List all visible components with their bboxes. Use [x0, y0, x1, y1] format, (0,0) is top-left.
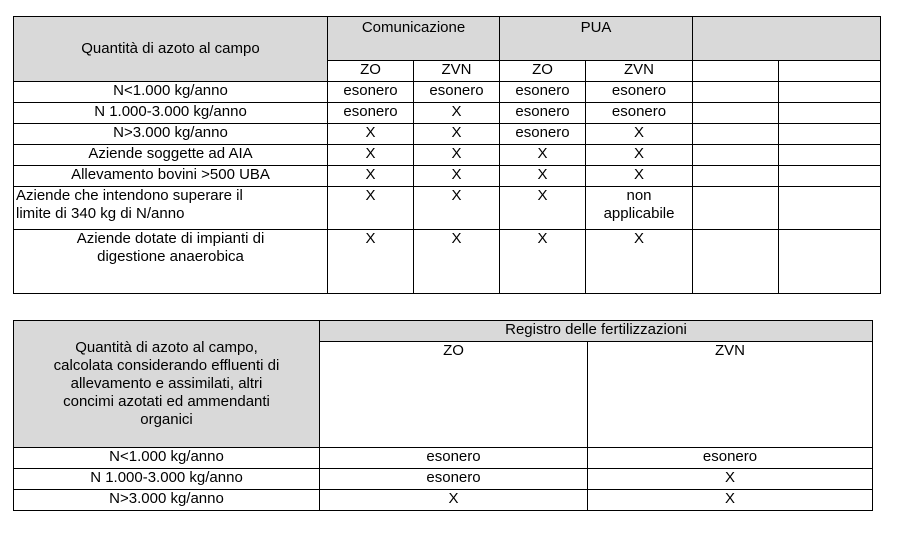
table-cell: X	[414, 124, 500, 145]
row-label-header	[14, 321, 320, 448]
table-cell: esonero	[328, 82, 414, 103]
table-cell: X	[586, 230, 693, 294]
table-cell: X	[414, 230, 500, 294]
table-row	[14, 166, 881, 187]
table-cell: X	[588, 469, 873, 490]
row-label: Aziende soggette ad AIA	[14, 145, 328, 166]
empty-header	[693, 17, 881, 61]
row-label: N<1.000 kg/anno	[14, 448, 320, 469]
sub-header-zvn: ZVN	[414, 61, 500, 82]
row-label	[14, 187, 328, 230]
table-row	[14, 103, 881, 124]
table-cell: X	[500, 145, 586, 166]
table-row	[14, 469, 873, 490]
sub-header-zo: ZO	[500, 61, 586, 82]
sub-header-zo: ZO	[328, 61, 414, 82]
sub-header-zvn: ZVN	[586, 61, 693, 82]
table-cell: esonero	[588, 448, 873, 469]
row-label: N 1.000-3.000 kg/anno	[14, 103, 328, 124]
row-label-header: Quantità di azoto al campo	[14, 17, 328, 82]
table-cell: X	[414, 187, 500, 230]
empty-cell	[779, 61, 881, 82]
row-label	[14, 230, 328, 294]
table-row	[14, 187, 881, 230]
table-cell: esonero	[500, 124, 586, 145]
empty-cell	[779, 103, 881, 124]
table-cell: esonero	[586, 103, 693, 124]
pua-header: PUA	[500, 17, 693, 61]
table-cell: X	[414, 145, 500, 166]
row-label-text: Aziende che intendono superare il limite di 340 kg di N/anno	[16, 187, 243, 222]
table-row	[14, 82, 881, 103]
row-label: N 1.000-3.000 kg/anno	[14, 469, 320, 490]
table-cell: X	[500, 230, 586, 294]
table-cell: X	[328, 230, 414, 294]
empty-cell	[693, 82, 779, 103]
table-cell: X	[328, 124, 414, 145]
table-cell: esonero	[320, 448, 588, 469]
table-row	[14, 448, 873, 469]
table-cell: esonero	[500, 82, 586, 103]
table-cell: X	[414, 166, 500, 187]
empty-cell	[693, 187, 779, 230]
empty-cell	[693, 230, 779, 294]
row-label: N<1.000 kg/anno	[14, 82, 328, 103]
table-cell: esonero	[414, 82, 500, 103]
table-cell: esonero	[586, 82, 693, 103]
registro-header: Registro delle fertilizzazioni	[320, 321, 873, 342]
row-label-text: Aziende dotate di impianti di digestione anaerobica	[76, 230, 265, 265]
comunicazione-header: Comunicazione	[328, 17, 500, 61]
empty-cell	[779, 166, 881, 187]
empty-cell	[693, 103, 779, 124]
row-label: N>3.000 kg/anno	[14, 490, 320, 511]
table-cell: X	[586, 166, 693, 187]
empty-cell	[693, 166, 779, 187]
table-cell: esonero	[320, 469, 588, 490]
table-cell	[586, 187, 693, 230]
row-label-header-text: Quantità di azoto al campo, calcolata considerando effluenti di allevamento e assimilati, altri concimi azotati ed ammendanti organici	[53, 339, 280, 428]
row-label: N>3.000 kg/anno	[14, 124, 328, 145]
empty-cell	[693, 124, 779, 145]
empty-cell	[779, 187, 881, 230]
table-cell: X	[328, 187, 414, 230]
sub-header-zvn: ZVN	[588, 342, 873, 448]
empty-cell	[693, 145, 779, 166]
table-cell: X	[328, 145, 414, 166]
table-cell: esonero	[500, 103, 586, 124]
table-cell: X	[588, 490, 873, 511]
table-cell: X	[328, 166, 414, 187]
table-row	[14, 490, 873, 511]
table-cell: X	[500, 166, 586, 187]
empty-cell	[779, 124, 881, 145]
table-cell: X	[586, 124, 693, 145]
table-cell: esonero	[328, 103, 414, 124]
empty-cell	[779, 230, 881, 294]
table-row	[14, 124, 881, 145]
table-cell: X	[414, 103, 500, 124]
empty-cell	[779, 82, 881, 103]
table-cell: X	[500, 187, 586, 230]
nitrogen-obligations-table	[13, 16, 881, 294]
fertilization-register-table	[13, 320, 873, 511]
cell-text: non applicabile	[603, 187, 675, 222]
empty-cell	[693, 61, 779, 82]
table-cell: X	[320, 490, 588, 511]
sub-header-zo: ZO	[320, 342, 588, 448]
table-row	[14, 145, 881, 166]
empty-cell	[779, 145, 881, 166]
table-row	[14, 230, 881, 294]
table-cell: X	[586, 145, 693, 166]
row-label: Allevamento bovini >500 UBA	[14, 166, 328, 187]
